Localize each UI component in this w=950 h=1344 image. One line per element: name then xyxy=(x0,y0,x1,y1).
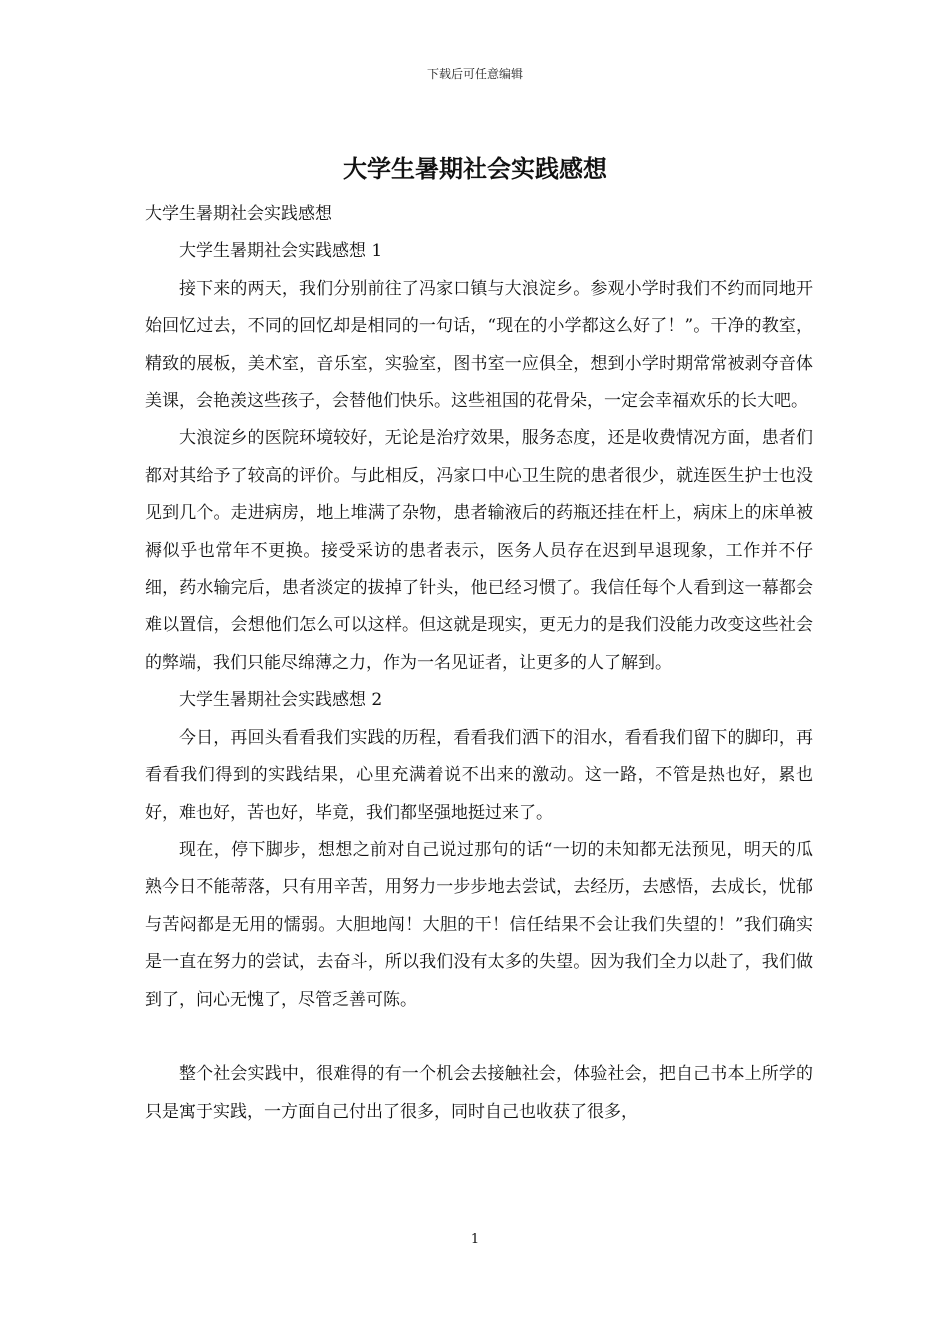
paragraph: 现在，停下脚步，想想之前对自己说过那句的话“一切的未知都无法预见，明天的瓜熟今日不能蒂落，只有用辛苦，用努力一步步地去尝试，去经历，去感悟，去成长，忧郁与苦闷都是无用的懦弱。大胆地闯！大胆的干！信任结果不会让我们失望的！”我们确实是一直在努力的尝试，去奋斗，所以我们没有太多的失望。因为我们全力以赴了，我们做到了，问心无愧了，尽管乏善可陈。 xyxy=(145,839,813,1010)
document-title: 大学生暑期社会实践感想 xyxy=(343,154,607,183)
paragraph: 今日，再回头看看我们实践的历程，看看我们洒下的泪水，看看我们留下的脚印，再看看我们得到的实践结果，心里充满着说不出来的激动。这一路，不管是热也好，累也好，难也好，苦也好，毕竟，我们都坚强地挺过来了。 xyxy=(145,727,813,823)
paragraph: 整个社会实践中，很难得的有一个机会去接触社会，体验社会，把自己书本上所学的只是寓于实践，一方面自己付出了很多，同时自己也收获了很多， xyxy=(145,1064,813,1122)
paragraph: 大浪淀乡的医院环境较好，无论是治疗效果，服务态度，还是收费情况方面，患者们都对其给予了较高的评价。与此相反，冯家口中心卫生院的患者很少，就连医生护士也没见到几个。走进病房，地上堆满了杂物，患者输液后的药瓶还挂在杆上，病床上的床单被褥似乎也常年不更换。接受采访的患者表示，医务人员存在迟到早退现象，工作并不仔细，药水输完后，患者淡定的拔掉了针头，他已经习惯了。我信任每个人看到这一幕都会难以置信，会想他们怎么可以这样。但这就是现实，更无力的是我们没能力改变这些社会的弊端，我们只能尽绵薄之力，作为一名见证者，让更多的人了解到。 xyxy=(145,428,813,673)
paragraph: 接下来的两天，我们分别前往了冯家口镇与大浪淀乡。参观小学时我们不约而同地开始回忆过去，不同的回忆却是相同的一句话，“现在的小学都这么好了！”。干净的教室，精致的展板，美术室，音乐室，实验室，图书室一应俱全，想到小学时期常常被剥夺音体美课，会艳羡这些孩子，会替他们快乐。这些祖国的花骨朵，一定会幸福欢乐的长大吧。 xyxy=(145,278,813,412)
paragraph-spacer xyxy=(145,1019,813,1056)
document-body xyxy=(145,196,813,1131)
document-subtitle: 大学生暑期社会实践感想 xyxy=(145,204,332,224)
section-heading-2: 大学生暑期社会实践感想 2 xyxy=(179,690,383,711)
header-note: 下载后可任意编辑 xyxy=(426,67,523,81)
section-heading-1: 大学生暑期社会实践感想 1 xyxy=(179,241,383,262)
page-number: 1 xyxy=(470,1232,480,1247)
